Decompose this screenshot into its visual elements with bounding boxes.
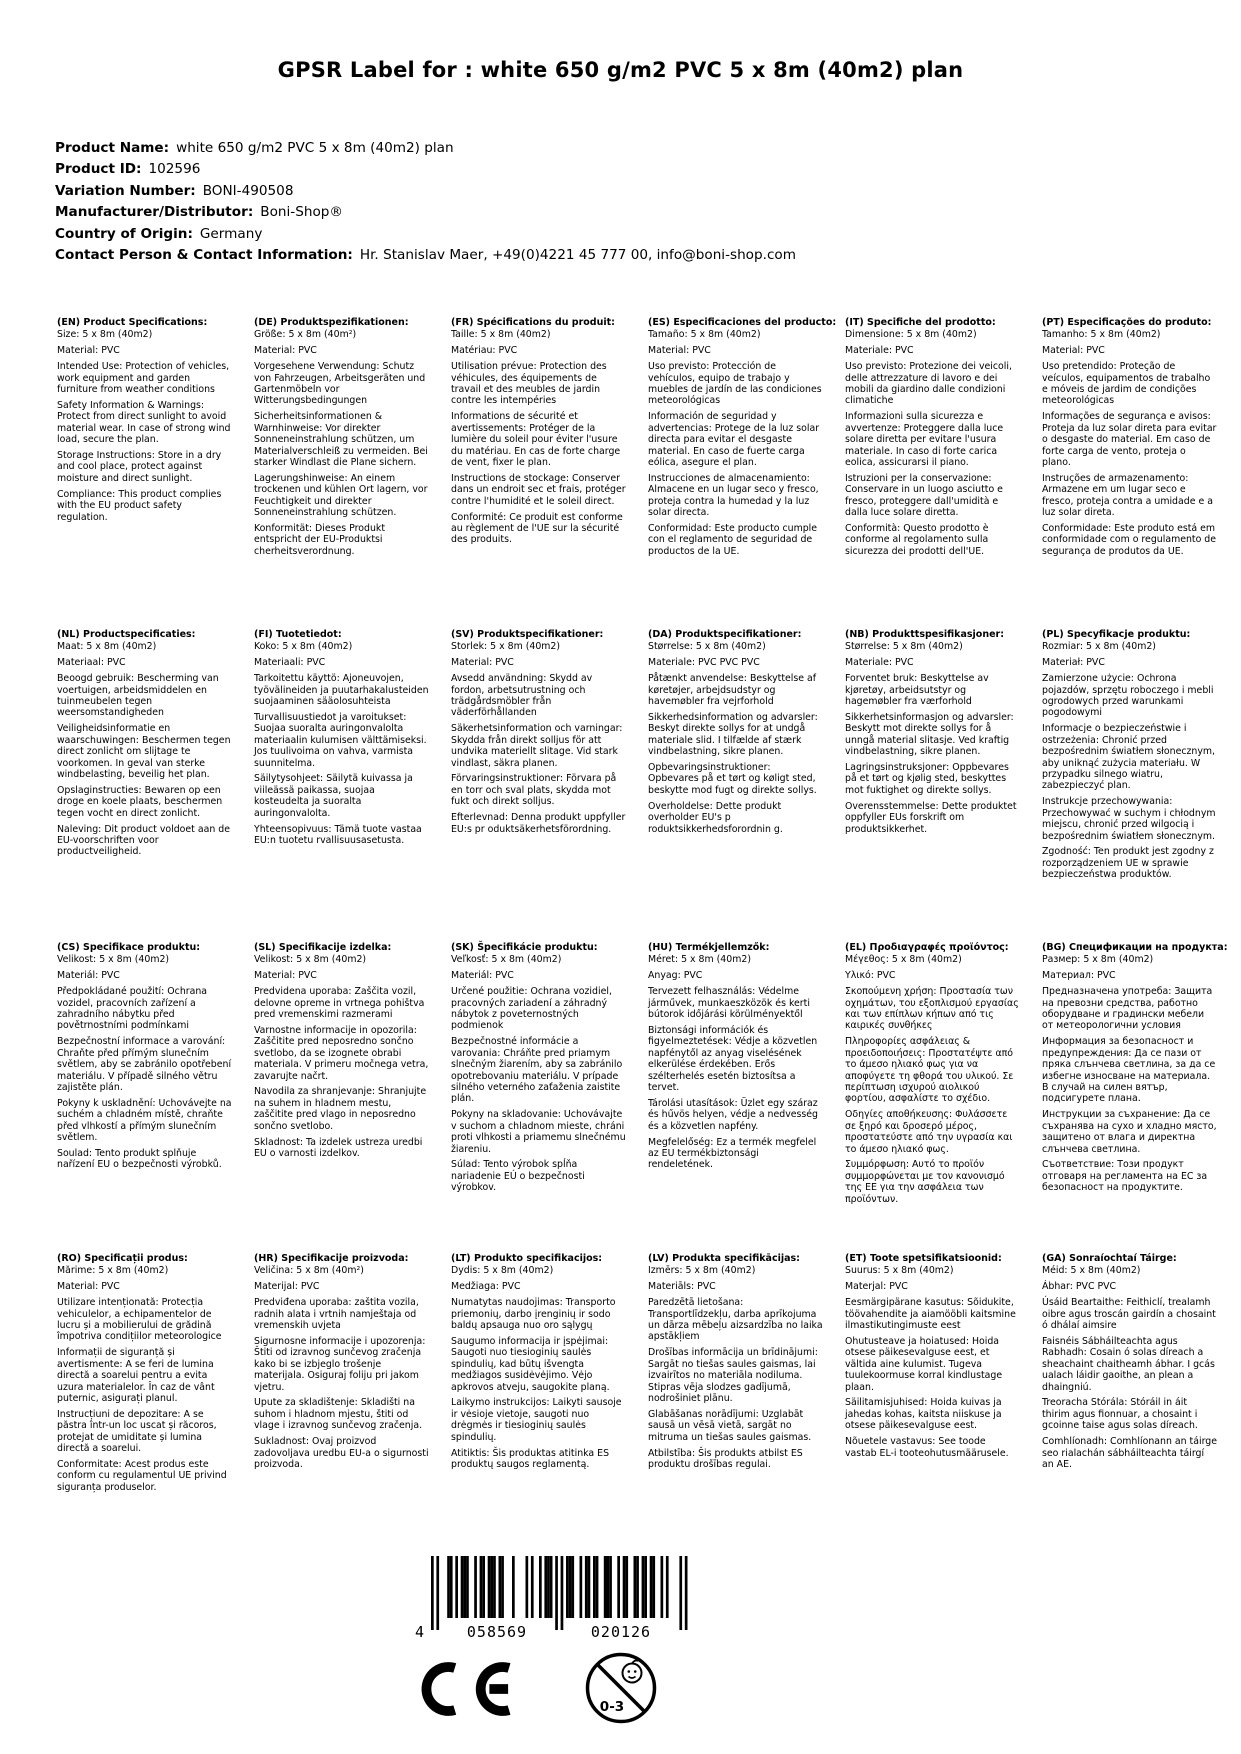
block-heading: (EN) Product Specifications: (57, 317, 208, 328)
product-info-row (55, 245, 796, 266)
block-paragraph: Tamaño: 5 x 8m (40m2) (648, 329, 761, 341)
block-paragraph: Compliance: This product complies with the EU product safety regulation. (57, 488, 222, 523)
block-heading: (SV) Produktspecifikationer: (451, 629, 604, 640)
block-paragraph: Uso previsto: Protección de vehículos, equipo de trabajo y muebles de jardín de las condiciones meteorológicas (648, 361, 822, 407)
ce-mark-icon (410, 1660, 522, 1718)
block-heading: (FI) Tuotetiedot: (254, 629, 342, 640)
block-paragraph: Yhteensopivuus: Tämä tuote vastaa EU:n tuotetu rvallisuusasetusta. (254, 823, 422, 846)
block-paragraph: Materiaal: PVC (57, 657, 126, 669)
block-paragraph: Taille: 5 x 8m (40m2) (451, 329, 551, 341)
block-paragraph: Sigurnosne informacije i upozorenja: Štiti od izravnog sunčevog zračenja kako bi se izbjeglo trošenje materijala. Osiguraj foliju pri jakom vjetru. (254, 1335, 426, 1393)
block-paragraph: Información de seguridad y advertencias: Protege de la luz solar directa para evitar el desgaste material. En caso de fuerte carga eólica, asegure el plan. (648, 411, 820, 468)
block-paragraph: Instrucțiuni de depozitare: A se păstra într-un loc uscat și răcoros, protejat de umiditate și lumina directă a soarelui. (57, 1408, 217, 1455)
barcode-right-digits: 020126 (590, 1623, 652, 1641)
block-paragraph: Pokyny na skladovanie: Uchovávajte v suchom a chladnom mieste, chráni proti vlhkosti a priamemu slnečnému žiareniu. (451, 1109, 626, 1155)
block-paragraph: Nõuetele vastavus: See toode vastab EL-i tooteohutusmäärusele. (845, 1436, 1009, 1459)
language-block-pl (1042, 629, 1217, 942)
block-heading: (PL) Specyfikacje produktu: (1042, 629, 1191, 640)
language-block-sv (451, 629, 626, 942)
block-paragraph: Suurus: 5 x 8m (40m2) (845, 1265, 954, 1277)
block-paragraph: Säilytysohjeet: Säilytä kuivassa ja viileässä paikassa, suojaa kosteudelta ja suoralta auringonvalolta. (254, 773, 413, 819)
block-paragraph: Informations de sécurité et avertissements: Protéger de la lumière du soleil pour éviter l'usure du matériau. En cas de forte charge de vent, fixer le plan. (451, 411, 621, 468)
block-paragraph: Instrucciones de almacenamiento: Almacene en un lugar seco y fresco, proteja contra la humedad y la luz solar directa. (648, 472, 819, 519)
block-paragraph: Drošības informācija un brīdinājumi: Sargāt no tiešas saules gaismas, lai izvairītos no materiāla nodiluma. Stipras vēja slodzes gadījumā, nodrošiniet plānu. (648, 1347, 818, 1404)
product-info-label: Contact Person & Contact Information: (55, 247, 353, 264)
block-heading: (DA) Produktspecifikationer: (648, 629, 802, 640)
block-heading: (EL) Προδιαγραφές προϊόντος: (845, 942, 1009, 953)
block-paragraph: Informații de siguranță și avertismente: A se feri de lumina directă a soarelui pentru a evita uzura materialelor. În caz de vânt puternic, asigurați planul. (57, 1347, 215, 1404)
block-paragraph: Ábhar: PVC PVC (1042, 1281, 1117, 1293)
block-paragraph: Conformidade: Este produto está em conformidade com o regulamento de segurança de produtos da UE. (1042, 523, 1217, 557)
block-heading: (SL) Specifikacije izdelka: (254, 942, 392, 953)
barcode-lead-digit: 4 (415, 1623, 426, 1641)
product-info-value: Hr. Stanislav Maer, +49(0)4221 45 777 00, info@boni-shop.com (359, 247, 796, 264)
block-paragraph: Beoogd gebruik: Bescherming van voertuigen, arbeidsmiddelen en tuinmeubelen tegen weersomstandigheden (57, 673, 219, 719)
product-info-value: Germany (199, 225, 263, 242)
block-paragraph: Opslaginstructies: Bewaren op een droge en koele plaats, beschermen tegen vocht en direct zonlicht. (57, 784, 223, 819)
language-block-et (845, 1253, 1020, 1493)
block-paragraph: Naleving: Dit product voldoet aan de EU-voorschriften voor productveiligheid. (57, 823, 230, 858)
block-paragraph: Megfelelőség: Ez a termék megfelel az EU termékbiztonsági rendeletének. (648, 1136, 817, 1171)
block-paragraph: Utilizare intenționată: Protecția vehiculelor, a echipamentelor de lucru și a mobilierului de grădină împotriva condițiilor meteorologice (57, 1297, 222, 1343)
block-paragraph: Conformità: Questo prodotto è conforme al regolamento sulla sicurezza dei prodotti dell'UE. (845, 523, 989, 557)
block-paragraph: Velikost: 5 x 8m (40m2) (57, 954, 170, 966)
product-info-label: Variation Number: (55, 182, 196, 199)
product-info-row (55, 224, 796, 245)
block-heading: (PT) Especificações do produto: (1042, 317, 1212, 328)
block-paragraph: Storage Instructions: Store in a dry and cool place, protect against moisture and direct sunlight. (57, 450, 222, 484)
language-block-ro (57, 1253, 232, 1493)
block-paragraph: Информация за безопасност и предупреждения: Да се пази от пряка слънчева светлина, за да се избегне износване на материала. В случай на силен вятър, подсигурете плана. (1042, 1036, 1216, 1105)
block-paragraph: Tárolási utasítások: Üzlet egy száraz és hűvös helyen, védje a nedvesség és a közvetlen napfény. (648, 1097, 819, 1132)
block-paragraph: Numatytas naudojimas: Transporto priemonių, darbo įrenginių ir sodo baldų apsauga nuo oro sąlygų (451, 1297, 616, 1332)
language-block-es (648, 317, 837, 629)
block-heading: (NL) Productspecificaties: (57, 629, 196, 640)
block-paragraph: Súlad: Tento výrobok spĺňa nariadenie EÚ o bezpečnosti výrobkov. (451, 1159, 585, 1194)
block-paragraph: Material: PVC (451, 657, 514, 669)
language-block-ga (1042, 1253, 1217, 1493)
block-paragraph: Materiał: PVC (1042, 657, 1105, 669)
language-block-de (254, 317, 429, 629)
block-paragraph: Materjal: PVC (845, 1281, 908, 1293)
block-paragraph: Material: PVC (254, 345, 317, 357)
block-paragraph: Materiál: PVC (451, 970, 514, 982)
block-paragraph: Úsáid Beartaithe: Feithiclí, trealamh oibre agus troscán gairdín a chosaint ó dhálaí aimsire (1042, 1297, 1216, 1332)
age-warning-label: 0-3 (599, 1699, 625, 1715)
block-paragraph: Materiāls: PVC (648, 1281, 716, 1293)
block-paragraph: Conformitate: Acest produs este conform cu regulamentul UE privind siguranța produselor. (57, 1459, 227, 1493)
block-paragraph: Eesmärgipärane kasutus: Sõidukite, töövahendite ja aiamööbli kaitsmine ilmastikutingimuste eest (845, 1297, 1016, 1332)
block-paragraph: Σκοπούμενη χρήση: Προστασία των οχημάτων, του εξοπλισμού εργασίας και των επίπλων κήπων από τις καιρικές συνθήκες (845, 986, 1019, 1032)
language-blocks-grid (57, 317, 1239, 1493)
product-info-value: BONI-490508 (202, 182, 294, 199)
block-paragraph: Turvallisuustiedot ja varoitukset: Suojaa suoralta auringonvalolta materiaalin kulumisen välttämiseksi. Jos tuulivoima on vahva, varmista suunnitelma. (254, 711, 427, 769)
product-info-label: Product ID: (55, 161, 142, 178)
block-paragraph: Izmērs: 5 x 8m (40m2) (648, 1265, 756, 1277)
block-paragraph: Tarkoitettu käyttö: Ajoneuvojen, työvälineiden ja puutarhakalusteiden suojaaminen sääolosuhteista (254, 673, 429, 708)
block-paragraph: Rozmiar: 5 x 8m (40m2) (1042, 641, 1156, 653)
block-paragraph: Určené použitie: Ochrana vozidiel, pracovných zariadení a záhradný nábytok z poveternostných podmienok (451, 986, 612, 1032)
block-heading: (LT) Produkto specifikacijos: (451, 1253, 603, 1264)
block-paragraph: Съответствие: Този продукт отговаря на регламента на ЕС за безопасност на продуктите. (1042, 1159, 1208, 1194)
block-paragraph: Размер: 5 x 8m (40m2) (1042, 954, 1154, 966)
block-paragraph: Instrukcje przechowywania: Przechowywać w suchym i chłodnym miejscu, chronić przed wilgocią i bezpośrednim światłem słonecznym. (1042, 796, 1216, 842)
block-paragraph: Material: PVC (57, 1281, 120, 1293)
block-paragraph: Opbevaringsinstruktioner: Opbevares på et tørt og køligt sted, beskytte mod fugt og direkte sollys. (648, 762, 817, 796)
block-paragraph: Avsedd användning: Skydd av fordon, arbetsutrustning och trädgårdsmöbler från väderförhållanden (451, 673, 593, 719)
block-paragraph: Skladnost: Ta izdelek ustreza uredbi EU o varnosti izdelkov. (254, 1136, 423, 1159)
language-block-sk (451, 942, 626, 1253)
block-paragraph: Bezpečnostné informácie a varovania: Chráňte pred priamym slnečným žiarením, aby sa zabránilo opotrebovaniu materiálu. V prípade silného veterného zaťaženia zaistite plán. (451, 1036, 623, 1105)
block-paragraph: Tervezett felhasználás: Védelme járművek, munkaeszközök és kerti bútorok időjárási körülményektől (648, 986, 810, 1021)
product-info-label: Country of Origin: (55, 225, 193, 242)
block-heading: (FR) Spécifications du produit: (451, 317, 615, 328)
block-paragraph: Navodila za shranjevanje: Shranjujte na suhem in hladnem mestu, zaščitite pred vlago in neposredno sončno svetlobo. (254, 1086, 427, 1132)
block-paragraph: Dydis: 5 x 8m (40m2) (451, 1265, 554, 1277)
language-block-en (57, 317, 232, 629)
block-paragraph: Predvidena uporaba: Zaščita vozil, delovne opreme in vrtnega pohištva pred vremenskimi razmerami (254, 986, 425, 1021)
block-paragraph: Matériau: PVC (451, 345, 518, 357)
block-paragraph: Οδηγίες αποθήκευσης: Φυλάσσετε σε ξηρό και δροσερό μέρος, προστατεύστε από την υγρασία και το άμεσο ηλιακό φως. (845, 1109, 1013, 1155)
block-paragraph: Informacje o bezpieczeństwie i ostrzeżenia: Chronić przed bezpośrednim światłem słonecznym, aby uniknąć zużycia materiału. W przypadku silnego wiatru, zabezpieczyć plan. (1042, 723, 1216, 792)
block-paragraph: Συμμόρφωση: Αυτό το προϊόν συμμορφώνεται με τον κανονισμό της ΕΕ για την ασφάλεια των προϊόντων. (845, 1159, 1005, 1205)
block-paragraph: Konformität: Dieses Produkt entspricht der EU-Produktsi cherheitsverordnung. (254, 523, 386, 557)
block-paragraph: Informações de segurança e avisos: Proteja da luz solar direta para evitar o desgaste do material. Em caso de forte carga de vento, proteja o plano. (1042, 411, 1217, 468)
block-paragraph: Säkerhetsinformation och varningar: Skydda från direkt solljus för att undvika materiellt slitage. Vid stark vindlast, säkra planen. (451, 723, 623, 769)
block-paragraph: Laikymo instrukcijos: Laikyti sausoje ir vėsioje vietoje, saugoti nuo drėgmės ir tiesioginių saulės spindulių. (451, 1397, 622, 1443)
block-paragraph: Material: PVC (1042, 345, 1105, 357)
block-paragraph: Anyag: PVC (648, 970, 703, 982)
block-paragraph: Méid: 5 x 8m (40m2) (1042, 1265, 1141, 1277)
block-heading: (RO) Specificații produs: (57, 1253, 188, 1264)
barcode (415, 1556, 688, 1641)
language-block-cs (57, 942, 232, 1253)
block-paragraph: Størrelse: 5 x 8m (40m2) (648, 641, 766, 653)
block-paragraph: Zgodność: Ten produkt jest zgodny z rozporządzeniem UE w sprawie bezpieczeństwa produktów. (1042, 846, 1214, 881)
block-paragraph: Overensstemmelse: Dette produktet oppfyller EUs forskrift om produktsikkerhet. (845, 800, 1017, 835)
block-paragraph: Soulad: Tento produkt splňuje nařízení EU o bezpečnosti výrobků. (57, 1148, 222, 1171)
block-paragraph: Sukladnost: Ovaj proizvod zadovoljava uredbu EU-a o sigurnosti proizvoda. (254, 1436, 429, 1470)
block-paragraph: Overholdelse: Dette produkt overholder EU's p roduktsikkerhedsforordnin g. (648, 800, 783, 835)
block-paragraph: Mărime: 5 x 8m (40m2) (57, 1265, 169, 1277)
product-info-row (55, 202, 796, 223)
block-paragraph: Atitiktis: Šis produktas atitinka ES produktų saugos reglamentą. (451, 1447, 610, 1470)
block-paragraph: Conformité: Ce produit est conforme au règlement de l'UE sur la sécurité des produits. (451, 511, 623, 546)
block-paragraph: Uso pretendido: Proteção de veículos, equipamentos de trabalho e móveis de jardim de condições meteorológicas (1042, 361, 1211, 407)
block-paragraph: Faisnéis Sábháilteachta agus Rabhadh: Cosain ó solas díreach a sheachaint chaitheamh ábhar. I gcás ualach láidir gaoithe, an plean a dhaingniú. (1042, 1335, 1215, 1393)
block-paragraph: Инструкции за съхранение: Да се съхранява на сухо и хладно място, защитено от влага и директна слънчева светлина. (1042, 1109, 1217, 1155)
product-info (55, 138, 796, 266)
product-info-value: 102596 (148, 161, 201, 178)
block-paragraph: Materiaali: PVC (254, 657, 326, 669)
block-paragraph: Conformidad: Este producto cumple con el reglamento de seguridad de productos de la UE. (648, 523, 818, 557)
language-block-da (648, 629, 823, 942)
block-paragraph: Veiligheidsinformatie en waarschuwingen: Beschermen tegen direct zonlicht om slijtage te voorkomen. In geval van sterke windbelasting, beveilig het plan. (57, 723, 231, 780)
block-paragraph: Efterlevnad: Denna produkt uppfyller EU:s pr oduktsäkerhetsförordning. (451, 812, 626, 835)
language-block-pt (1042, 317, 1217, 629)
block-paragraph: Comhlíonadh: Comhlíonann an táirge seo rialachán sábháilteachta táirgí an AE. (1042, 1436, 1217, 1470)
block-paragraph: Informazioni sulla sicurezza e avvertenze: Proteggere dalla luce solare diretta per evitare l'usura materiale. In caso di forte carica eolica, assicurarsi il piano. (845, 411, 1004, 468)
block-paragraph: Atbilstība: Šis produkts atbilst ES produktu drošības regulai. (648, 1447, 803, 1470)
product-info-label: Product Name: (55, 140, 170, 156)
block-paragraph: Tamanho: 5 x 8m (40m2) (1042, 329, 1161, 341)
language-block-nb (845, 629, 1020, 942)
block-paragraph: Материал: PVC (1042, 970, 1116, 982)
block-heading: (GA) Sonraíochtaí Táirge: (1042, 1253, 1177, 1264)
baby-face-icon (623, 1660, 642, 1682)
product-info-row (55, 181, 796, 202)
block-paragraph: Instruções de armazenamento: Armazene em um lugar seco e fresco, proteja contra a umidade e a luz solar direta. (1042, 472, 1213, 519)
block-paragraph: Varnostne informacije in opozorila: Zaščitite pred neposredno sončno svetlobo, da se izognete obrabi materiala. V primeru močnega vetra, zavarujte načrt. (254, 1024, 429, 1082)
block-paragraph: Saugumo informacija ir įspėjimai: Saugoti nuo tiesioginių saulės spindulių, kad būtų išvengta medžiagos susidėvėjimo. Vėjo apkrovos atveju, saugokite planą. (451, 1335, 610, 1393)
block-paragraph: Bezpečnostní informace a varování: Chraňte před přímým slunečním světlem, aby se zabránilo opotřebení materiálu. V případě silného větru zajistěte plán. (57, 1036, 232, 1093)
block-paragraph: Maat: 5 x 8m (40m2) (57, 641, 157, 653)
ean-barcode-icon (431, 1556, 688, 1630)
block-paragraph: Sicherheitsinformationen & Warnhinweise: Vor direkter Sonneneinstrahlung schützen, um Materialverschleiß zu vermeiden. Bei starker Windlast die Plane sichern. (254, 411, 428, 468)
block-paragraph: Safety Information & Warnings: Protect from direct sunlight to avoid material wear. In case of strong wind load, secure the plan. (57, 399, 231, 446)
language-block-hr (254, 1253, 429, 1493)
block-paragraph: Dimensione: 5 x 8m (40m2) (845, 329, 977, 341)
block-paragraph: Utilisation prévue: Protection des véhicules, des équipements de travail et des meubles de jardin contre les intempéries (451, 361, 607, 407)
product-info-label: Manufacturer/Distributor: (55, 204, 254, 221)
block-heading: (ES) Especificaciones del producto: (648, 317, 837, 328)
block-paragraph: Materiale: PVC (845, 657, 914, 669)
block-paragraph: Materiale: PVC PVC PVC (648, 657, 760, 669)
language-block-el (845, 942, 1020, 1253)
block-paragraph: Medžiaga: PVC (451, 1281, 521, 1293)
age-warning-0-3-icon (582, 1645, 660, 1731)
block-paragraph: Größe: 5 x 8m (40m²) (254, 329, 357, 341)
product-info-row (55, 138, 796, 159)
block-paragraph: Předpokládané použití: Ochrana vozidel, pracovních zařízení a zahradního nábytku před povětrnostními podmínkami (57, 986, 208, 1032)
block-paragraph: Materijal: PVC (254, 1281, 320, 1293)
language-block-sl (254, 942, 429, 1253)
block-paragraph: Méret: 5 x 8m (40m2) (648, 954, 751, 966)
block-paragraph: Sikkerhetsinformasjon og advarsler: Beskytt mot direkte sollys for å unngå material slitasje. Ved kraftig vindbelastning, sikre planen. (845, 711, 1014, 758)
block-heading: (NB) Produkttspesifikasjoner: (845, 629, 1005, 640)
block-heading: (CS) Specifikace produktu: (57, 942, 201, 953)
block-heading: (SK) Špecifikácie produktu: (451, 942, 598, 953)
block-paragraph: Veličina: 5 x 8m (40m²) (254, 1265, 364, 1277)
block-paragraph: Materiál: PVC (57, 970, 120, 982)
block-paragraph: Storlek: 5 x 8m (40m2) (451, 641, 561, 653)
block-paragraph: Säilitamisjuhised: Hoida kuivas ja jahedas kohas, kaitsta niiskuse ja otsese päikesevalguse eest. (845, 1397, 1002, 1432)
block-paragraph: Sikkerhedsinformation og advarsler: Beskyt direkte sollys for at undgå materiale slid. I tilfælde af stærk vindbelastning, sikre planen. (648, 711, 818, 758)
block-paragraph: Vorgesehene Verwendung: Schutz von Fahrzeugen, Arbeitsgeräten und Gartenmöbeln vor Witterungsbedingungen (254, 361, 426, 407)
block-paragraph: Koko: 5 x 8m (40m2) (254, 641, 353, 653)
block-paragraph: Πληροφορίες ασφάλειας & προειδοποιήσεις: Προστατέψτε από το άμεσο ηλιακό φως για να αποφύγετε τη φθορά του υλικού. Σε περίπτωση ισχυρού αιολικού φορτίου, ασφαλίστε το σχέδιο. (845, 1036, 1014, 1105)
block-paragraph: Materiale: PVC (845, 345, 914, 357)
product-info-value: white 650 g/m2 PVC 5 x 8m (40m2) plan (176, 140, 454, 156)
block-heading: (ET) Toote spetsifikatsioonid: (845, 1253, 1002, 1264)
block-paragraph: Ohutusteave ja hoiatused: Hoida otsese päikesevalguse eest, et vältida aine kulumist. Tugeva tuulekoormuse korral kindlustage plaan. (845, 1335, 1003, 1393)
block-paragraph: Upute za skladištenje: Skladišti na suhom i hladnom mjestu, štiti od vlage i izravnog sunčevog zračenja. (254, 1397, 423, 1432)
block-paragraph: Istruzioni per la conservazione: Conservare in un luogo asciutto e fresco, proteggere dall'umidità e dalla luce solare diretta. (845, 472, 1003, 519)
block-paragraph: Paredzētā lietošana: Transportlīdzekļu, darba aprīkojuma un dārza mēbeļu aizsardzība no laika apstākļiem (648, 1297, 823, 1343)
block-paragraph: Zamierzone użycie: Ochrona pojazdów, sprzętu roboczego i mebli ogrodowych przed warunkami pogodowymi (1042, 673, 1214, 719)
block-paragraph: Biztonsági információk és figyelmeztetések: Védje a közvetlen napfénytől az anyag viselésének elkerülése érdekében. Erős szélterhelés esetén biztosítsa a tervet. (648, 1024, 818, 1093)
block-paragraph: Lagerungshinweise: An einem trockenen und kühlen Ort lagern, vor Feuchtigkeit und direkter Sonneneinstrahlung schützen. (254, 472, 428, 519)
block-paragraph: Material: PVC (57, 345, 120, 357)
page-title: GPSR Label for : white 650 g/m2 PVC 5 x 8m (40m2) plan (277, 58, 964, 82)
block-heading: (DE) Produktspezifikationen: (254, 317, 409, 328)
block-paragraph: Intended Use: Protection of vehicles, work equipment and garden furniture from weather conditions (57, 361, 230, 396)
block-paragraph: Υλικό: PVC (845, 970, 896, 982)
block-paragraph: Предназначена употреба: Защита на превозни средства, работно оборудване и градински мебели от метеорологични условия (1042, 986, 1213, 1032)
block-paragraph: Velikost: 5 x 8m (40m2) (254, 954, 367, 966)
language-block-nl (57, 629, 232, 942)
block-paragraph: Størrelse: 5 x 8m (40m2) (845, 641, 963, 653)
block-paragraph: Treoracha Stórála: Stóráil in áit thirim agus fionnuar, a chosaint i gcoinne taise agus solas díreach. (1042, 1397, 1198, 1432)
language-block-lt (451, 1253, 626, 1493)
block-heading: (BG) Спецификации на продукта: (1042, 942, 1228, 953)
block-paragraph: Lagringsinstruksjoner: Oppbevares på et tørt og kjølig sted, beskyttes mot fuktighet og direkte sollys. (845, 762, 1009, 796)
block-paragraph: Förvaringsinstruktioner: Förvara på en torr och sval plats, skydda mot fukt och direkt solljus. (451, 773, 617, 808)
product-info-row (55, 159, 796, 180)
block-paragraph: Μέγεθος: 5 x 8m (40m2) (845, 954, 962, 966)
block-paragraph: Uso previsto: Protezione dei veicoli, delle attrezzature di lavoro e dei mobili da giardino dalle condizioni climatiche (845, 361, 1012, 407)
block-paragraph: Instructions de stockage: Conserver dans un endroit sec et frais, protéger contre l'humidité et le soleil direct. (451, 472, 626, 507)
block-paragraph: Veľkosť: 5 x 8m (40m2) (451, 954, 562, 966)
language-block-lv (648, 1253, 823, 1493)
block-heading: (IT) Specifiche del prodotto: (845, 317, 996, 328)
block-heading: (HR) Specifikacije proizvoda: (254, 1253, 409, 1264)
language-block-hu (648, 942, 823, 1253)
language-block-fr (451, 317, 626, 629)
block-paragraph: Material: PVC (254, 970, 317, 982)
barcode-digits (415, 1623, 688, 1641)
block-paragraph: Forventet bruk: Beskyttelse av kjøretøy, arbeidsutstyr og hagemøbler fra værforhold (845, 673, 989, 708)
block-paragraph: Predviđena uporaba: zaštita vozila, radnih alata i vrtnih namještaja od vremenskih uvjeta (254, 1297, 419, 1332)
language-block-fi (254, 629, 429, 942)
block-heading: (LV) Produkta specifikācijas: (648, 1253, 800, 1264)
barcode-left-digits: 058569 (466, 1623, 528, 1641)
language-block-bg (1042, 942, 1228, 1253)
product-info-value: Boni-Shop® (260, 204, 343, 221)
block-paragraph: Påtænkt anvendelse: Beskyttelse af køretøjer, arbejdsudstyr og havemøbler fra vejrforhold (648, 673, 817, 708)
block-heading: (HU) Termékjellemzők: (648, 942, 770, 953)
block-paragraph: Material: PVC (648, 345, 711, 357)
block-paragraph: Size: 5 x 8m (40m2) (57, 329, 153, 341)
language-block-it (845, 317, 1020, 629)
block-paragraph: Glabāšanas norādījumi: Uzglabāt sausā un vēsā vietā, sargāt no mitruma un tiešas saules gaismas. (648, 1408, 812, 1443)
block-paragraph: Pokyny k uskladnění: Uchovávejte na suchém a chladném místě, chraňte před vlhkostí a přímým slunečním světlem. (57, 1097, 232, 1144)
